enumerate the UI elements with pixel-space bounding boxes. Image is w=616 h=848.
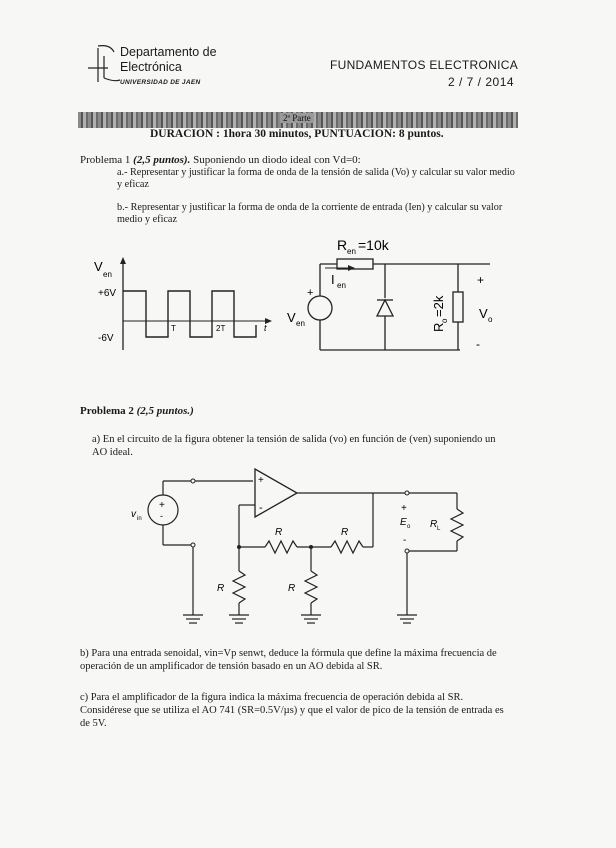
ien-label: I — [331, 272, 335, 287]
svg-text:-: - — [160, 511, 163, 521]
source-label: V — [287, 310, 296, 325]
rl-sub: L — [437, 526, 441, 532]
problem1-points: (2,5 puntos). — [133, 154, 191, 166]
department-name — [120, 45, 217, 90]
resistor-r4 — [305, 571, 317, 603]
rl-label: R — [430, 519, 438, 530]
waveform-y-sub: en — [103, 270, 112, 279]
problem1-intro: Suponiendo un diodo ideal con Vd=0: — [193, 154, 361, 166]
problem1-title: Problema 1 — [80, 154, 131, 166]
problem1-heading — [80, 154, 361, 166]
rl-resistor — [451, 509, 463, 541]
vin-label: v — [131, 509, 136, 520]
r1-label: R — [275, 527, 283, 538]
ro-resistor — [453, 292, 463, 322]
ground-symbol-3 — [301, 615, 321, 623]
svg-text:+: + — [258, 475, 264, 486]
university-logo — [84, 42, 124, 86]
ien-sub: en — [337, 281, 346, 290]
waveform-pos-level: +6V — [98, 288, 117, 299]
r3-label: R — [217, 583, 225, 594]
problem2-part-a: a) En el circuito de la figura obtener la tensión de salida (vo) en función de (ven) suponiendo un AO ideal. — [92, 434, 496, 458]
ren-sub: en — [347, 247, 356, 256]
source-sub: en — [296, 319, 305, 328]
department-line1: Departamento de — [120, 45, 217, 59]
ground-symbol-2 — [229, 615, 249, 623]
duration-line: DURACION : 1hora 30 minutos, PUNTUACION: 8 puntos. — [150, 128, 444, 140]
r4-label: R — [288, 583, 296, 594]
diode-symbol — [377, 300, 393, 316]
ro-value: =2k — [431, 295, 446, 317]
svg-text:+: + — [159, 500, 165, 511]
r2-label: R — [341, 527, 349, 538]
eo-label: E — [400, 517, 407, 528]
ground-symbol-1 — [183, 615, 203, 623]
problem1-part-a: a.- Representar y justificar la forma de onda de la tensión de salida (Vo) y calcular su valor medio y eficaz — [117, 167, 515, 190]
circuit-diode — [285, 232, 505, 362]
voltage-source — [308, 296, 332, 320]
section-label: 2ª Parte — [280, 113, 314, 123]
problem2-heading — [80, 405, 194, 417]
eo-sub: o — [407, 524, 411, 530]
department-line2: Electrónica — [120, 60, 182, 74]
resistor-r1 — [265, 541, 297, 553]
source-plus: + — [307, 287, 314, 299]
problem1-part-b: b.- Representar y justificar la forma de onda de la corriente de entrada (Ien) y calcular su valor medio y eficaz — [117, 202, 503, 225]
problem2-part-c: c) Para el amplificador de la figura indica la máxima frecuencia de operación debida al SR. Considérese que se utiliza el AO 741 (SR=0.5V/µs) y que el valor de pico de la tensión de entrada es de 5V. — [80, 692, 504, 729]
waveform-tick-2t: 2T — [216, 324, 226, 333]
resistor-r3 — [233, 571, 245, 603]
svg-text:-: - — [259, 502, 263, 514]
resistor-r2 — [331, 541, 363, 553]
ren-value: =10k — [358, 237, 389, 253]
ground-symbol-4 — [397, 615, 417, 623]
problem2-title: Problema 2 — [80, 405, 134, 417]
waveform-tick-t: T — [171, 324, 176, 333]
vo-sub: o — [488, 315, 493, 324]
exam-date: 2 / 7 / 2014 — [448, 75, 515, 89]
course-title: FUNDAMENTOS ELECTRONICA — [330, 58, 519, 72]
waveform-y-label: V — [94, 259, 103, 274]
problem2-points: (2,5 puntos.) — [136, 405, 194, 417]
vin-sub: in — [137, 516, 142, 522]
vo-label: V — [479, 306, 488, 321]
waveform-neg-level: -6V — [98, 333, 114, 344]
university-name: UNIVERSIDAD DE JAEN — [120, 79, 201, 86]
ro-sub: o — [440, 318, 449, 323]
input-waveform — [88, 255, 283, 355]
eo-minus: - — [403, 535, 407, 546]
eo-plus: + — [401, 503, 407, 514]
vo-minus: - — [476, 337, 480, 351]
ro-label: R — [431, 322, 446, 332]
vo-plus: + — [477, 273, 485, 287]
problem2-part-b: b) Para una entrada senoidal, vin=Vp senwt, deduce la fórmula que define la máxima frecuencia de operación de un amplificador de tensión basado en un AO debida al SR. — [80, 648, 497, 672]
waveform-x-label: t — [264, 323, 267, 333]
circuit-opamp — [125, 465, 475, 635]
ren-label: R — [337, 237, 348, 253]
